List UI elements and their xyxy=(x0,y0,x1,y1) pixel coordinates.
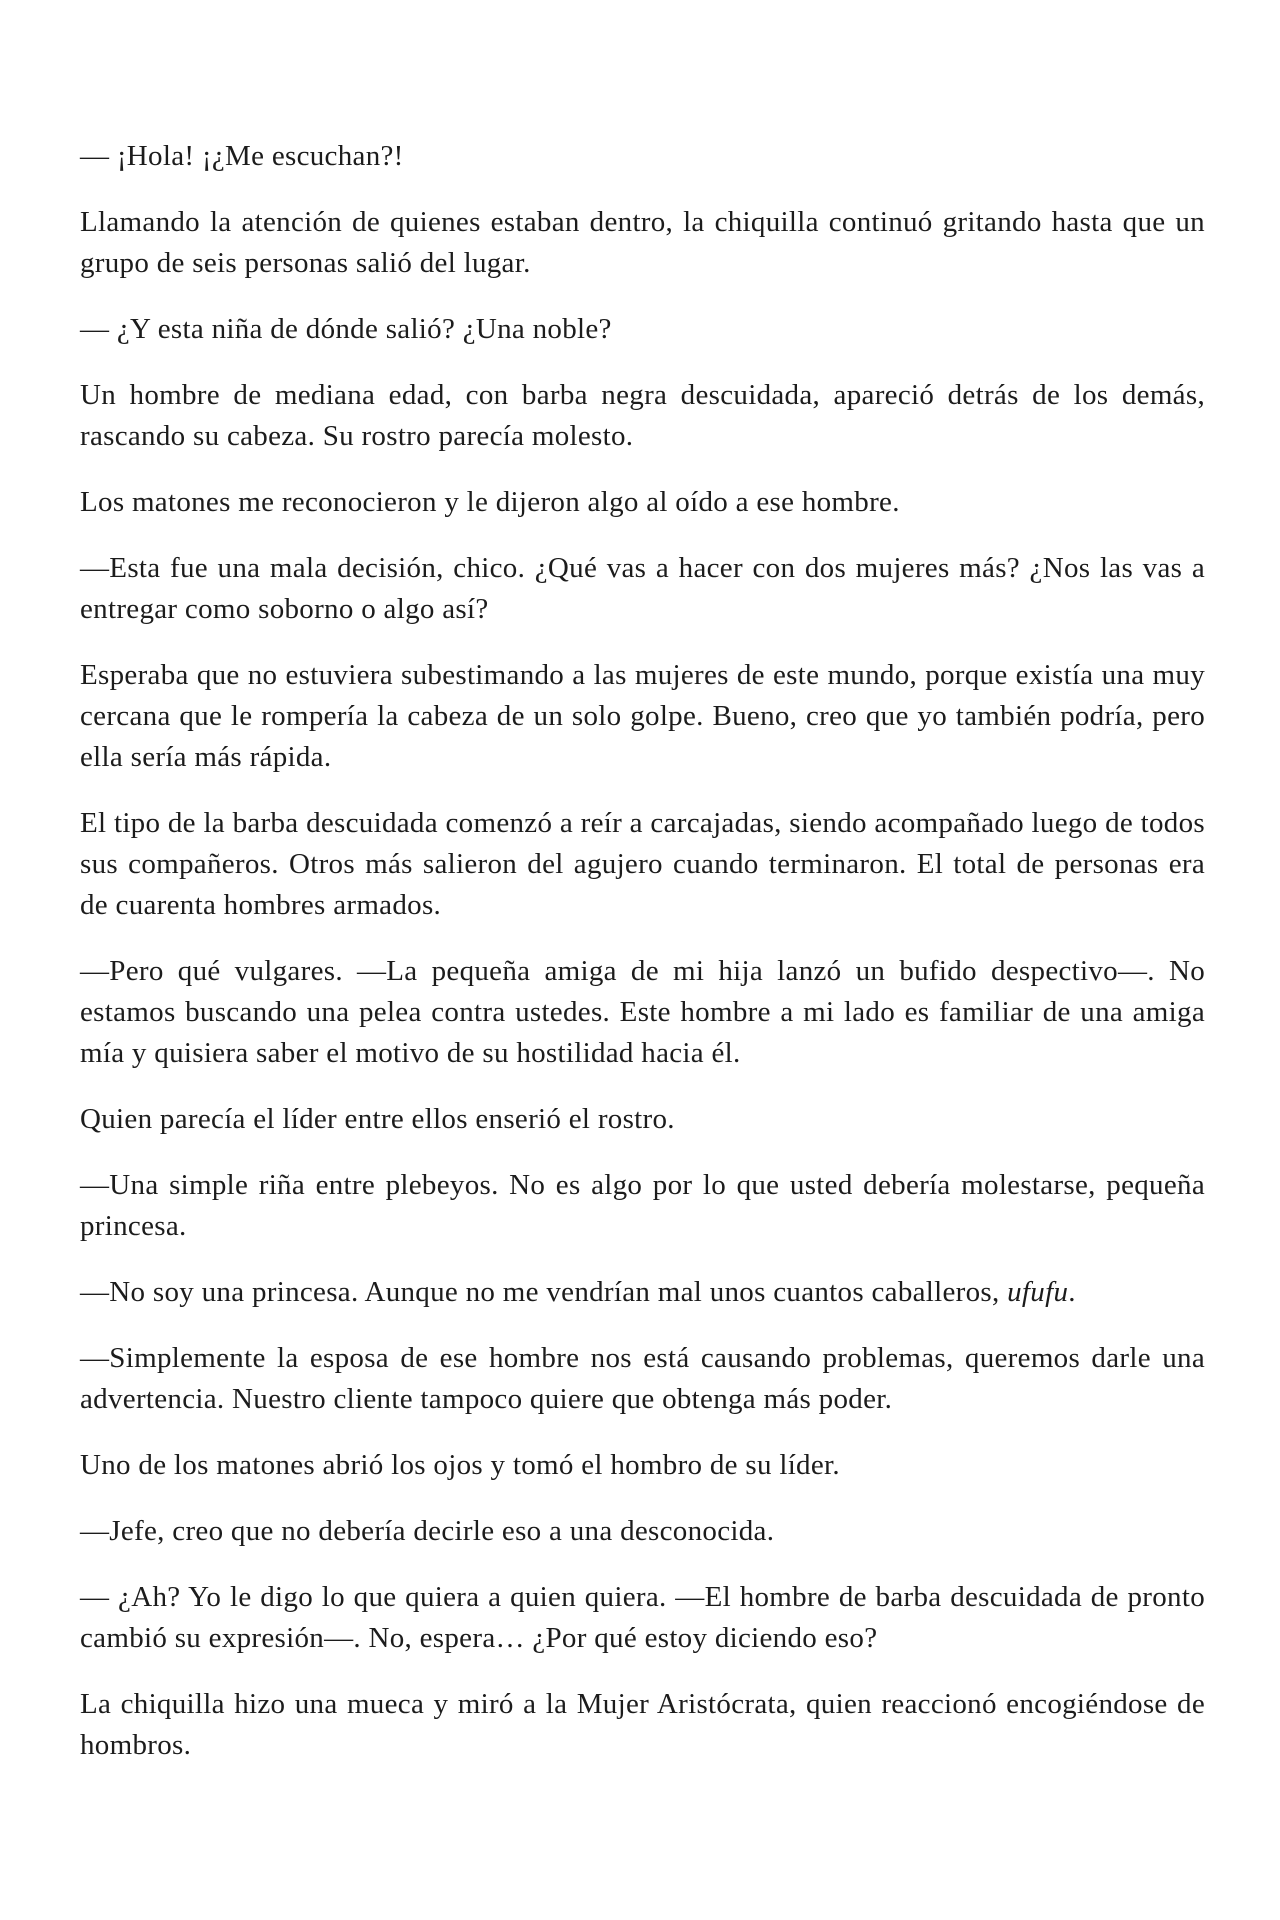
paragraph-15: —Jefe, creo que no debería decirle eso a una desconocida. xyxy=(80,1515,775,1547)
paragraph-11: —Una simple riña entre plebeyos. No es algo por lo que usted debería molestarse, pequeña princesa. xyxy=(80,1169,1205,1242)
paragraph-12-end: . xyxy=(1068,1276,1076,1308)
paragraph-4: Un hombre de mediana edad, con barba negra descuidada, apareció detrás de los demás, rascando su cabeza. Su rostro parecía molesto. xyxy=(80,379,1205,452)
paragraph-1: — ¡Hola! ¡¿Me escuchan?! xyxy=(80,140,404,172)
paragraph-9: —Pero qué vulgares. —La pequeña amiga de mi hija lanzó un bufido despectivo—. No estamos buscando una pelea contra ustedes. Este hombre a mi lado es familiar de una amiga mía y quisiera saber el motivo de su hostilidad hacia él. xyxy=(80,955,1205,1069)
paragraph-14: Uno de los matones abrió los ojos y tomó el hombro de su líder. xyxy=(80,1449,840,1481)
paragraph-12 xyxy=(80,1272,1205,1313)
document-page xyxy=(80,136,1205,1791)
paragraph-7: Esperaba que no estuviera subestimando a las mujeres de este mundo, porque existía una muy cercana que le rompería la cabeza de un solo golpe. Bueno, creo que yo también podría, pero ella sería más rápida. xyxy=(80,659,1205,773)
paragraph-13: —Simplemente la esposa de ese hombre nos está causando problemas, queremos darle una advertencia. Nuestro cliente tampoco quiere que obtenga más poder. xyxy=(80,1342,1205,1415)
paragraph-12-italic: ufufu xyxy=(1007,1276,1069,1308)
paragraph-12-text: —No soy una princesa. Aunque no me vendrían mal unos cuantos caballeros, xyxy=(80,1276,1008,1308)
paragraph-10: Quien parecía el líder entre ellos enserió el rostro. xyxy=(80,1103,675,1135)
paragraph-5: Los matones me reconocieron y le dijeron algo al oído a ese hombre. xyxy=(80,486,900,518)
paragraph-16: — ¿Ah? Yo le digo lo que quiera a quien quiera. —El hombre de barba descuidada de pronto cambió su expresión—. No, espera… ¿Por qué estoy diciendo eso? xyxy=(80,1581,1205,1654)
paragraph-3: — ¿Y esta niña de dónde salió? ¿Una noble? xyxy=(80,313,612,345)
paragraph-17: La chiquilla hizo una mueca y miró a la Mujer Aristócrata, quien reaccionó encogiéndose de hombros. xyxy=(80,1688,1205,1761)
paragraph-6: —Esta fue una mala decisión, chico. ¿Qué vas a hacer con dos mujeres más? ¿Nos las vas a entregar como soborno o algo así? xyxy=(80,552,1205,625)
paragraph-8: El tipo de la barba descuidada comenzó a reír a carcajadas, siendo acompañado luego de todos sus compañeros. Otros más salieron del agujero cuando terminaron. El total de personas era de cuarenta hombres armados. xyxy=(80,807,1205,921)
paragraph-2: Llamando la atención de quienes estaban dentro, la chiquilla continuó gritando hasta que un grupo de seis personas salió del lugar. xyxy=(80,206,1205,279)
